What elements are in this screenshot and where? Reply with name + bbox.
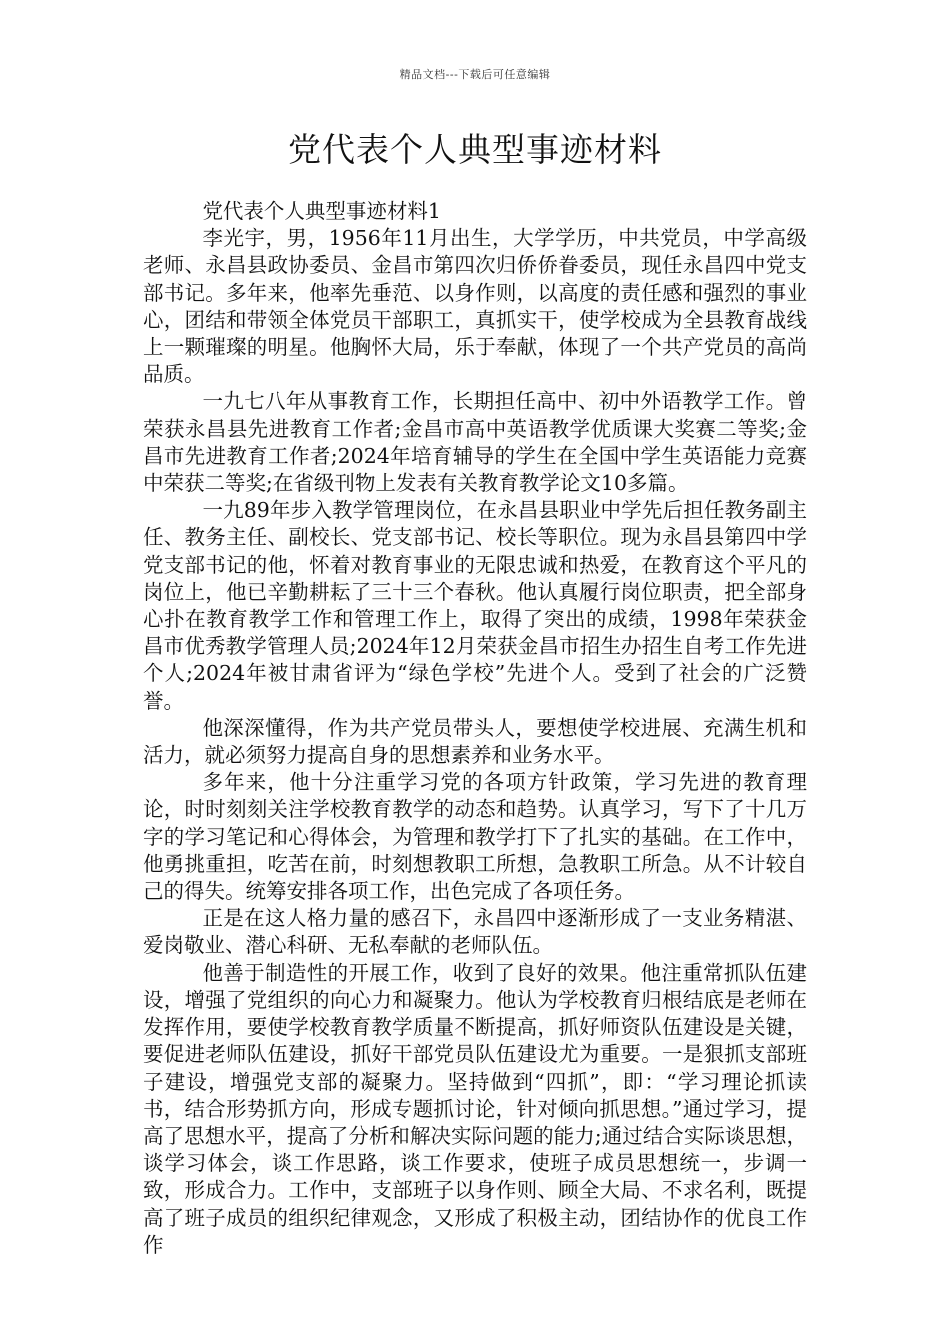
document-body <box>143 198 807 1259</box>
paragraph: 正是在这人格力量的感召下，永昌四中逐渐形成了一支业务精湛、爱岗敬业、潜心科研、无私奉献的老师队伍。 <box>143 906 807 958</box>
paragraph: 多年来，他十分注重学习党的各项方针政策，学习先进的教育理论，时时刻刻关注学校教育教学的动态和趋势。认真学习，写下了十几万字的学习笔记和心得体会，为管理和教学打下了扎实的基础。在工作中，他勇挑重担，吃苦在前，时刻想教职工所想，急教职工所急。从不计较自己的得失。统筹安排各项工作，出色完成了各项任务。 <box>143 770 807 904</box>
document-title: 党代表个人典型事迹材料 <box>288 130 662 169</box>
paragraph: 一九七八年从事教育工作，长期担任高中、初中外语教学工作。曾荣获永昌县先进教育工作者;金昌市高中英语教学优质课大奖赛二等奖;金昌市先进教育工作者;2024年培育辅导的学生在全国中学生英语能力竞赛中荣获二等奖;在省级刊物上发表有关教育教学论文10多篇。 <box>143 389 807 496</box>
page-header: 精品文档---下载后可任意编辑 <box>399 68 551 81</box>
paragraph: 他深深懂得，作为共产党员带头人，要想使学校进展、充满生机和活力，就必须努力提高自身的思想素养和业务水平。 <box>143 715 807 768</box>
paragraph: 他善于制造性的开展工作，收到了良好的效果。他注重常抓队伍建设，增强了党组织的向心力和凝聚力。他认为学校教育归根结底是老师在发挥作用，要使学校教育教学质量不断提高，抓好师资队伍建设是关键，要促进老师队伍建设，抓好干部党员队伍建设尤为重要。一是狠抓支部班子建设，增强党支部的凝聚力。坚持做到“四抓”，即：“学习理论抓读书，结合形势抓方向，形成专题抓讨论，针对倾向抓思想。”通过学习，提高了思想水平，提高了分析和解决实际问题的能力;通过结合实际谈思想，谈学习体会，谈工作思路，谈工作要求，使班子成员思想统一，步调一致，形成合力。工作中，支部班子以身作则、顾全大局、不求名利，既提高了班子成员的组织纪律观念，又形成了积极主动，团结协作的优良工作作 <box>143 960 807 1257</box>
paragraph-subtitle: 党代表个人典型事迹材料1 <box>202 199 441 223</box>
paragraph: 李光宇，男，1956年11月出生，大学学历，中共党员，中学高级老师、永昌县政协委员、金昌市第四次归侨侨眷委员，现任永昌四中党支部书记。多年来，他率先垂范、以身作则，以高度的责任感和强烈的事业心，团结和带领全体党员干部职工，真抓实干，使学校成为全县教育战线上一颗璀璨的明星。他胸怀大局，乐于奉献，体现了一个共产党员的高尚品质。 <box>143 226 807 387</box>
paragraph: 一九89年步入教学管理岗位，在永昌县职业中学先后担任教务副主任、教务主任、副校长、党支部书记、校长等职位。现为永昌县第四中学党支部书记的他，怀着对教育事业的无限忠诚和热爱，在教育这个平凡的岗位上，他已辛勤耕耘了三十三个春秋。他认真履行岗位职责，把全部身心扑在教育教学工作和管理工作上，取得了突出的成绩，1998年荣获金昌市优秀教学管理人员;2024年12月荣获金昌市招生办招生自考工作先进个人;2024年被甘肃省评为“绿色学校”先进个人。受到了社会的广泛赞誉。 <box>143 498 807 713</box>
